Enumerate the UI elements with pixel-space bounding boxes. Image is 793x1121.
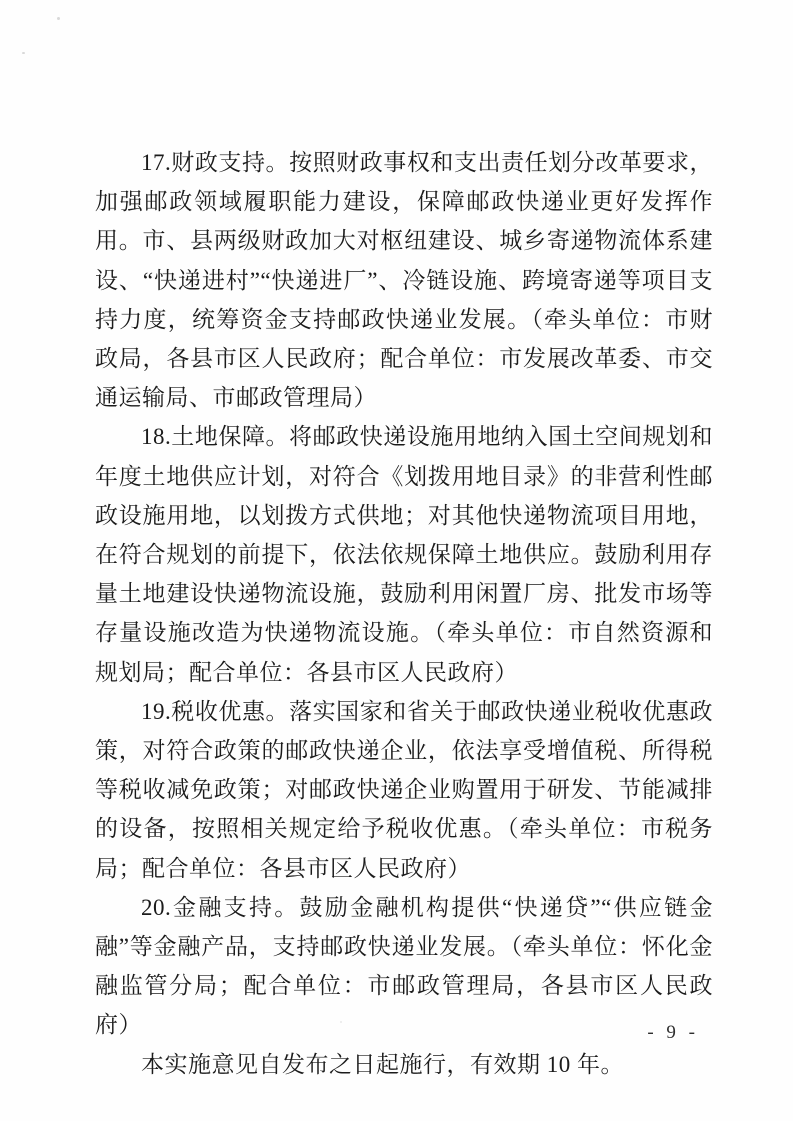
paragraph-item-17: 17.财政支持。按照财政事权和支出责任划分改革要求，加强邮政领域履职能力建设，保障邮政快递业更好发挥作用。市、县两级财政加大对枢纽建设、城乡寄递物流体系建设、“快递进村”“快递进厂”、冷链设施、跨境寄递等项目支持力度，统筹资金支持邮政快递业发展。（牵头单位：市财政局，各县市区人民政府；配合单位：市发展改革委、市交通运输局、市邮政管理局） [95, 150, 713, 411]
document-body [95, 143, 713, 1084]
page-number: - 9 - [647, 1022, 699, 1043]
paragraph-item-20: 20.金融支持。鼓励金融机构提供“快递贷”“供应链金融”等金融产品，支持邮政快递业发展。（牵头单位：怀化金融监管分局；配合单位：市邮政管理局，各县市区人民政府） [95, 894, 713, 1038]
scan-speck [22, 52, 25, 54]
scan-speck [57, 17, 60, 20]
paragraph-item-19: 19.税收优惠。落实国家和省关于邮政快递业税收优惠政策，对符合政策的邮政快递企业，依法享受增值税、所得税等税收减免政策；对邮政快递企业购置用于研发、节能减排的设备，按照相关规定给予税收优惠。（牵头单位：市税务局；配合单位：各县市区人民政府） [95, 698, 713, 881]
paragraph-closing-statement: 本实施意见自发布之日起施行，有效期 10 年。 [141, 1051, 624, 1077]
paragraph-item-18: 18.土地保障。将邮政快递设施用地纳入国土空间规划和年度土地供应计划，对符合《划拨用地目录》的非营利性邮政设施用地，以划拨方式供地；对其他快递物流项目用地，在符合规划的前提下，依法依规保障土地供应。鼓励利用存量土地建设快递物流设施，鼓励利用闲置厂房、批发市场等存量设施改造为快递物流设施。（牵头单位：市自然资源和规划局；配合单位：各县市区人民政府） [95, 424, 713, 685]
